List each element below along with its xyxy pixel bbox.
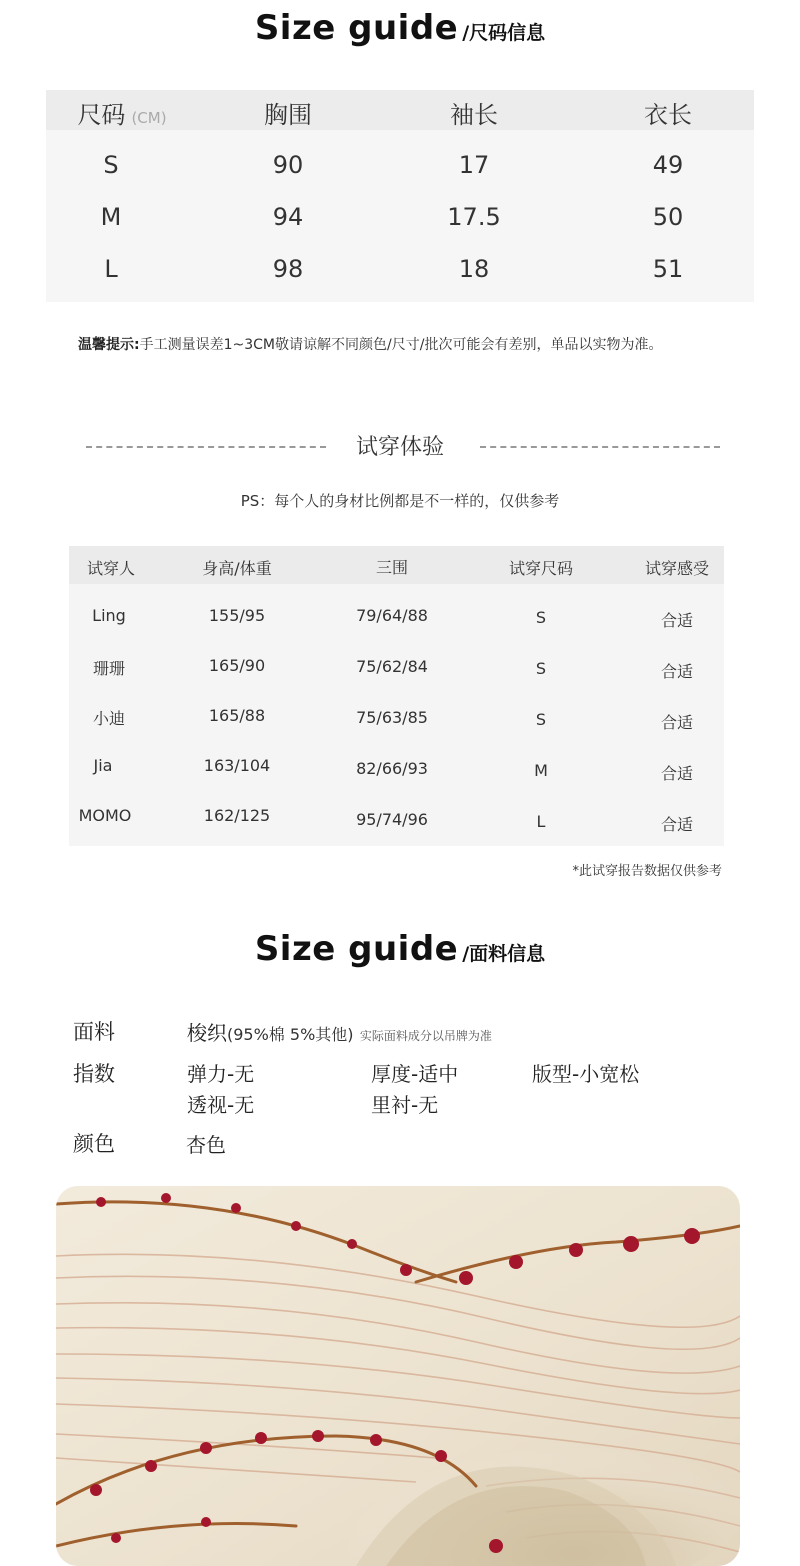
try-row-measurements: 75/63/85 [356,708,428,727]
try-on-ps-note: PS：每个人的身材比例都是不一样的，仅供参考 [240,492,560,510]
fabric-material-value: 梭织(95%棉 5%其他) 实际面料成分以吊牌为准 [187,1021,492,1045]
measurement-tip [78,334,662,354]
fabric-material-note: 实际面料成分以吊牌为准 [359,1029,492,1043]
try-row-person: 珊珊 [92,659,125,678]
try-row-height-weight: 165/90 [208,656,266,675]
size-row-size: S [103,151,119,179]
size-row-chest: 98 [272,255,304,283]
size-guide-title [0,8,800,48]
fabric-closeup-image [56,1186,740,1566]
try-header-feeling: 试穿感受 [644,559,709,578]
try-row-height-weight: 163/104 [203,756,271,775]
tip-text: 手工测量误差1~3CM敬请谅解不同颜色/尺寸/批次可能会有差别，单品以实物为准。 [139,337,663,353]
try-row-measurements: 75/62/84 [356,657,428,676]
try-row-measurements: 95/74/96 [356,810,428,829]
try-row-size: L [536,812,546,831]
try-header-height-weight: 身高/体重 [202,559,272,578]
size-header-length: 衣长 [644,101,692,129]
fabric-index-label: 指数 [73,1062,115,1086]
try-header-person: 试穿人 [86,559,135,578]
fabric-index-item: 版型-小宽松 [532,1062,640,1086]
try-row-feeling: 合适 [660,815,693,834]
fabric-index-item: 透视-无 [187,1093,255,1117]
try-row-person: 小迪 [92,709,125,728]
size-row-sleeve: 17 [458,151,490,179]
fabric-title-cn: /面料信息 [462,943,546,965]
size-guide-title-cn: /尺码信息 [462,22,546,44]
size-row-chest: 90 [272,151,304,179]
fabric-index-item: 厚度-适中 [371,1062,459,1086]
try-row-feeling: 合适 [660,764,693,783]
fabric-index-item: 弹力-无 [187,1062,255,1086]
try-row-person: MOMO [78,806,132,825]
try-header-size: 试穿尺码 [508,559,573,578]
size-header-sleeve: 袖长 [450,101,498,129]
fabric-index-item: 里衬-无 [371,1093,439,1117]
size-row-length: 49 [652,151,684,179]
try-row-height-weight: 155/95 [208,606,266,625]
fabric-color-value: 杏色 [186,1133,226,1157]
try-row-size: S [535,608,547,627]
fabric-title [0,929,800,969]
try-row-feeling: 合适 [660,713,693,732]
try-row-height-weight: 165/88 [208,706,266,725]
try-row-size: S [535,659,547,678]
size-header-chest: 胸围 [264,101,312,129]
try-on-table [69,546,724,846]
size-row-sleeve: 18 [458,255,490,283]
try-row-measurements: 79/64/88 [356,606,428,625]
fabric-color-label: 颜色 [73,1132,115,1156]
size-row-length: 51 [652,255,684,283]
size-row-sleeve: 17.5 [447,203,501,231]
try-row-feeling: 合适 [660,662,693,681]
try-row-height-weight: 162/125 [203,806,271,825]
size-row-size: M [100,203,122,231]
try-row-feeling: 合适 [660,611,693,630]
size-row-size: L [104,255,118,283]
size-row-chest: 94 [272,203,304,231]
fabric-title-en: Size guide [254,929,459,969]
try-row-size: S [535,710,547,729]
tip-label: 温馨提示: [78,337,140,353]
try-row-person: Jia [93,756,113,775]
try-header-measurements: 三围 [375,558,408,577]
try-on-title: 试穿体验 [355,435,444,460]
size-header-size: 尺码 (CM) [77,101,167,129]
try-on-report-note: *此试穿报告数据仅供参考 [572,864,722,879]
size-guide-title-en: Size guide [254,8,459,48]
try-row-measurements: 82/66/93 [356,759,428,778]
try-row-person: Ling [92,606,126,625]
fabric-material-label: 面料 [73,1020,115,1044]
size-row-length: 50 [652,203,684,231]
size-table [46,90,754,302]
try-row-size: M [534,761,548,780]
fabric-material-detail: (95%棉 5%其他) [227,1025,354,1044]
